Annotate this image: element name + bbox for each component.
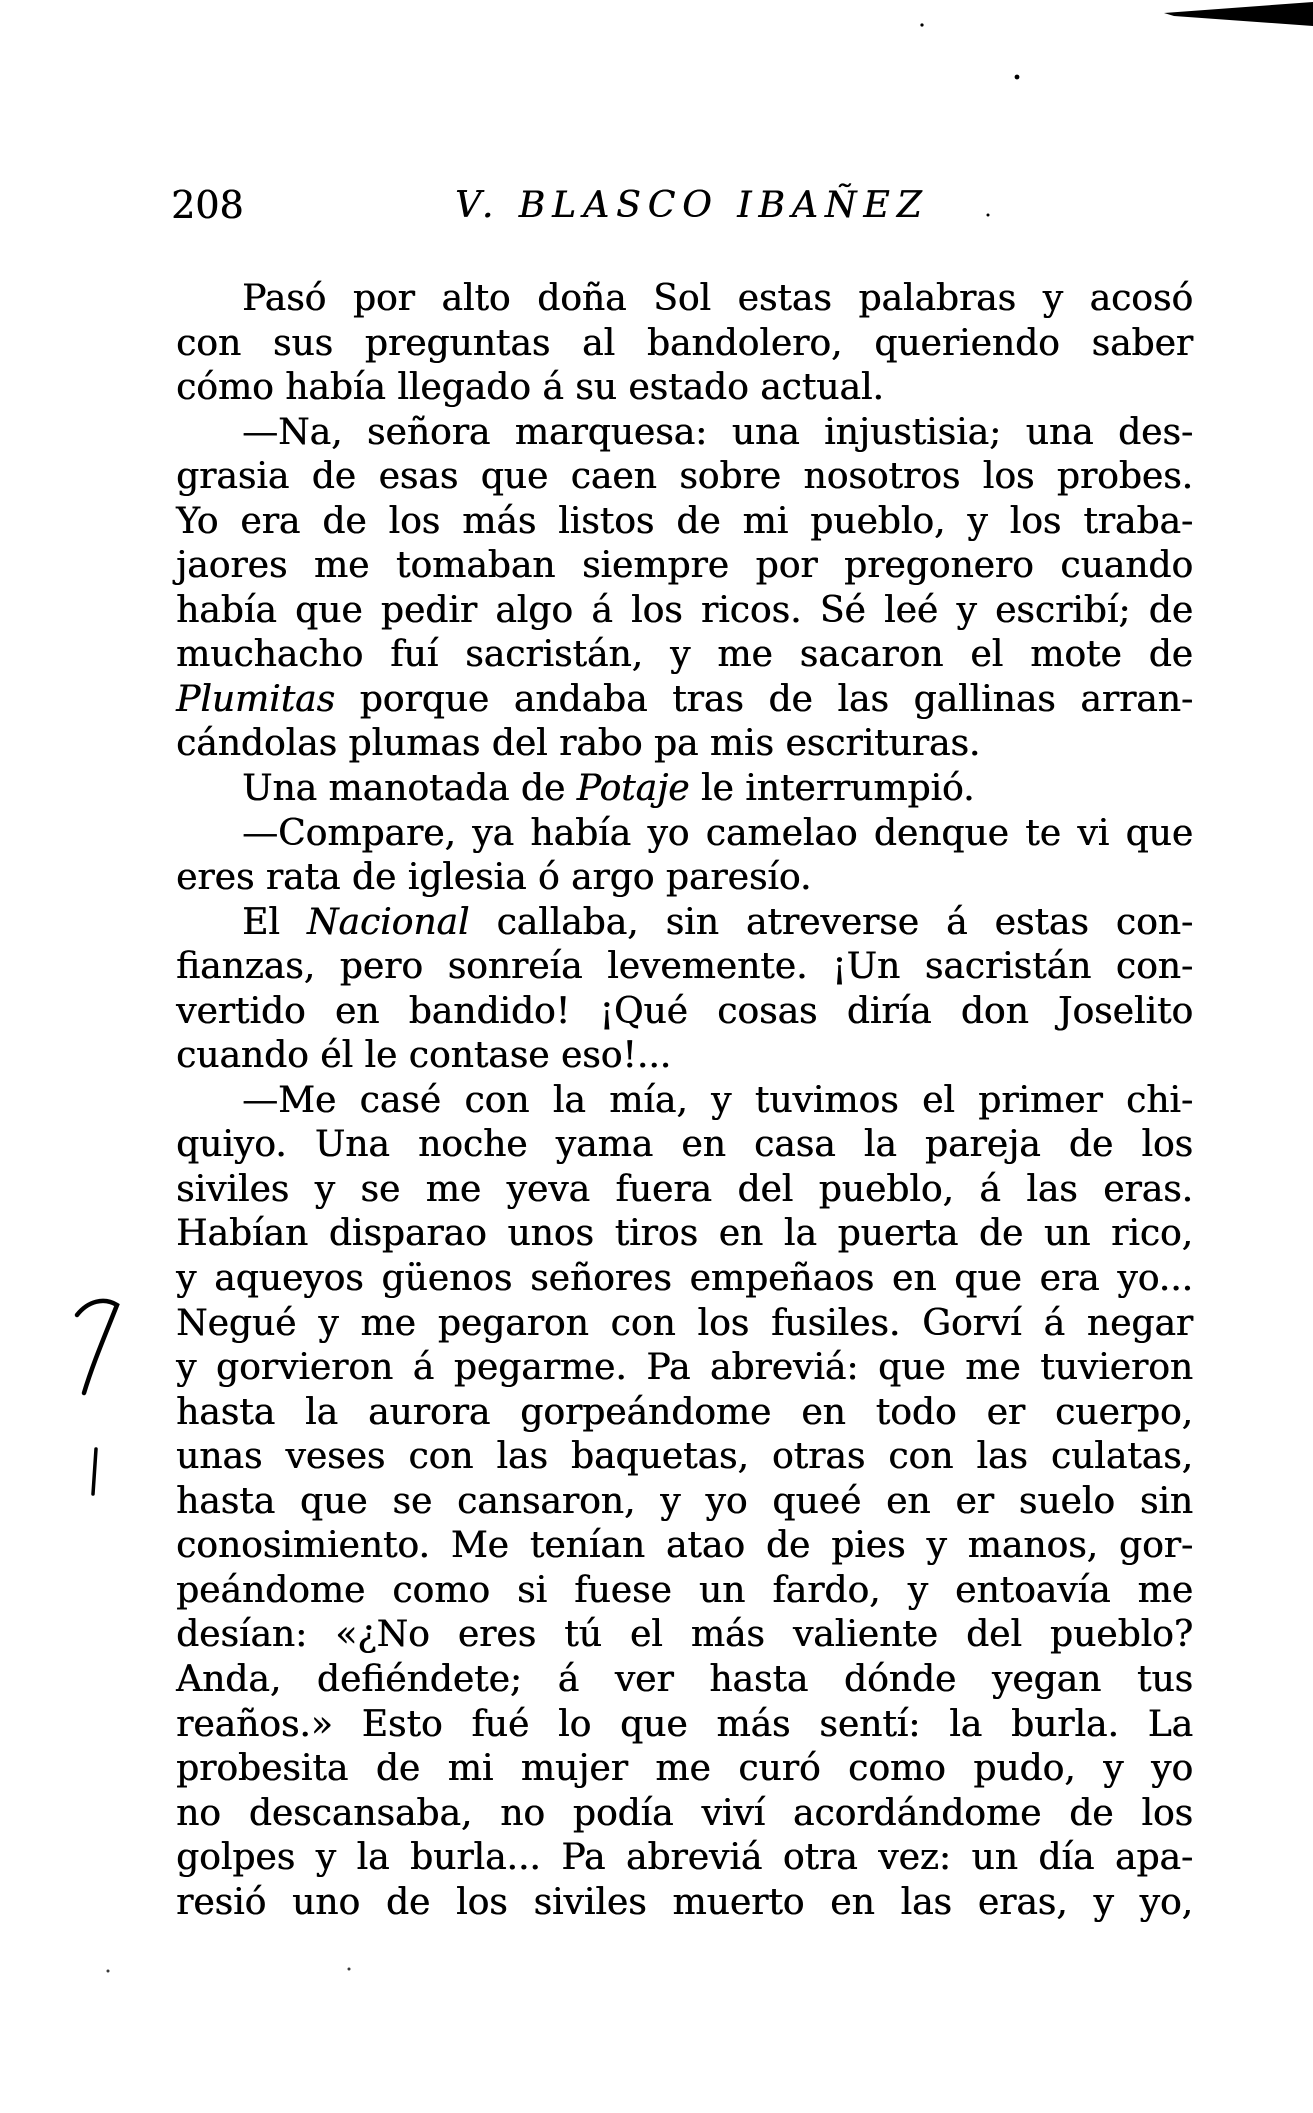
text-segment: y gorvieron á pegarme. Pa abreviá: que me tuvieron	[176, 1347, 1193, 1389]
text-line	[176, 589, 1193, 634]
text-segment: peándome como si fuese un fardo, y entoavía me	[176, 1569, 1193, 1611]
text-line	[176, 633, 1193, 678]
text-segment: hasta la aurora gorpeándome en todo er cuerpo,	[176, 1391, 1193, 1433]
text-line	[176, 856, 1193, 901]
text-segment: cuando él le contase eso!...	[176, 1035, 672, 1077]
scan-artifact-corner-wedge	[1164, 2, 1313, 26]
text-line	[176, 1391, 1193, 1436]
text-line	[176, 901, 1193, 946]
text-line	[176, 1658, 1193, 1703]
text-line	[176, 990, 1193, 1035]
text-segment: eres rata de iglesia ó argo paresío.	[176, 857, 812, 899]
text-line	[176, 1346, 1193, 1391]
text-segment: golpes y la burla... Pa abreviá otra vez: un día apa-	[176, 1837, 1193, 1879]
text-line	[176, 1747, 1193, 1792]
text-segment: cómo había llegado á su estado actual.	[176, 367, 884, 409]
text-segment: Yo era de los más listos de mi pueblo, y los traba-	[176, 500, 1193, 542]
text-line	[176, 1569, 1193, 1614]
text-segment: —Compare, ya había yo camelao denque te vi que	[242, 812, 1193, 854]
text-line	[176, 1524, 1193, 1569]
text-segment: Una manotada de	[242, 768, 577, 810]
text-line	[176, 1168, 1193, 1213]
text-line	[176, 544, 1193, 589]
text-line	[176, 1881, 1193, 1926]
text-segment: Pasó por alto doña Sol estas palabras y acosó	[242, 278, 1193, 319]
text-segment: quiyo. Una noche yama en casa la pareja de los	[176, 1124, 1193, 1166]
text-segment: desían: «¿No eres tú el más valiente del pueblo?	[176, 1614, 1193, 1656]
scan-speck	[348, 1968, 351, 1971]
text-line	[176, 1435, 1193, 1480]
text-segment: Habían disparao unos tiros en la puerta de un rico,	[176, 1213, 1193, 1255]
scan-speck	[107, 1970, 110, 1973]
italic-word: Plumitas	[176, 678, 335, 720]
text-segment: siviles y se me yeva fuera del pueblo, á las eras.	[176, 1168, 1193, 1210]
text-segment: jaores me tomaban siempre por pregonero cuando	[176, 545, 1193, 587]
text-segment: cándolas plumas del rabo pa mis escrituras.	[176, 723, 981, 765]
text-segment: muchacho fuí sacristán, y me sacaron el mote de	[176, 634, 1193, 676]
text-segment: vertido en bandido! ¡Qué cosas diría don Joselito	[176, 990, 1193, 1032]
text-line	[176, 1613, 1193, 1658]
text-segment: no descansaba, no podía viví acordándome de los	[176, 1792, 1193, 1834]
text-line	[176, 767, 1193, 812]
text-line	[176, 455, 1193, 500]
scan-speck	[1015, 75, 1020, 80]
text-segment: grasia de esas que caen sobre nosotros los probes.	[176, 456, 1193, 498]
text-line	[176, 1703, 1193, 1748]
text-segment: fianzas, pero sonreía levemente. ¡Un sacristán con-	[176, 946, 1193, 988]
text-segment: le interrumpió.	[689, 768, 975, 810]
page-number: 208	[171, 183, 244, 227]
text-line	[176, 812, 1193, 857]
text-segment: callaba, sin atreverse á estas con-	[469, 901, 1193, 943]
text-line	[176, 945, 1193, 990]
text-line	[176, 1034, 1193, 1079]
text-segment: conosimiento. Me tenían atao de pies y manos, gor-	[176, 1525, 1193, 1567]
text-segment: porque andaba tras de las gallinas arran-	[334, 678, 1193, 720]
text-line	[176, 411, 1193, 456]
text-segment: había que pedir algo á los ricos. Sé leé y escribí; de	[176, 589, 1193, 631]
text-line	[176, 678, 1193, 723]
text-segment: —Me casé con la mía, y tuvimos el primer chi-	[242, 1079, 1193, 1121]
text-line	[176, 1123, 1193, 1168]
text-segment: Anda, defiéndete; á ver hasta dónde yegan tus	[176, 1658, 1193, 1700]
text-line	[176, 1079, 1193, 1124]
text-segment: con sus preguntas al bandolero, queriendo saber	[176, 322, 1193, 364]
handwritten-margin-tick	[93, 1449, 96, 1494]
text-line	[176, 1836, 1193, 1881]
text-segment: —Na, señora marquesa: una injustisia; una des-	[242, 411, 1193, 453]
text-line	[176, 277, 1193, 322]
text-line	[176, 500, 1193, 545]
body-text	[176, 277, 1193, 1925]
handwritten-margin-mark-7	[77, 1301, 117, 1393]
italic-word: Potaje	[576, 768, 690, 810]
text-segment: Negué y me pegaron con los fusiles. Gorví á negar	[176, 1302, 1193, 1344]
italic-word: Nacional	[306, 901, 470, 943]
text-line	[176, 1792, 1193, 1837]
text-segment: reaños.» Esto fué lo que más sentí: la burla. La	[176, 1703, 1193, 1745]
text-line	[176, 1212, 1193, 1257]
scan-speck	[987, 214, 990, 217]
text-line	[176, 1257, 1193, 1302]
text-segment: hasta que se cansaron, y yo queé en er suelo sin	[176, 1480, 1193, 1522]
text-line	[176, 366, 1193, 411]
running-header: V. BLASCO IBAÑEZ	[455, 185, 929, 226]
text-segment: probesita de mi mujer me curó como pudo, y yo	[176, 1748, 1193, 1790]
text-segment: El	[242, 901, 307, 943]
text-segment: unas veses con las baquetas, otras con las culatas,	[176, 1436, 1193, 1478]
scan-speck	[920, 23, 923, 26]
text-segment: resió uno de los siviles muerto en las eras, y yo,	[176, 1881, 1193, 1923]
text-line	[176, 1302, 1193, 1347]
text-line	[176, 722, 1193, 767]
text-line	[176, 322, 1193, 367]
text-segment: y aqueyos güenos señores empeñaos en que era yo...	[176, 1258, 1193, 1300]
text-line	[176, 1480, 1193, 1525]
